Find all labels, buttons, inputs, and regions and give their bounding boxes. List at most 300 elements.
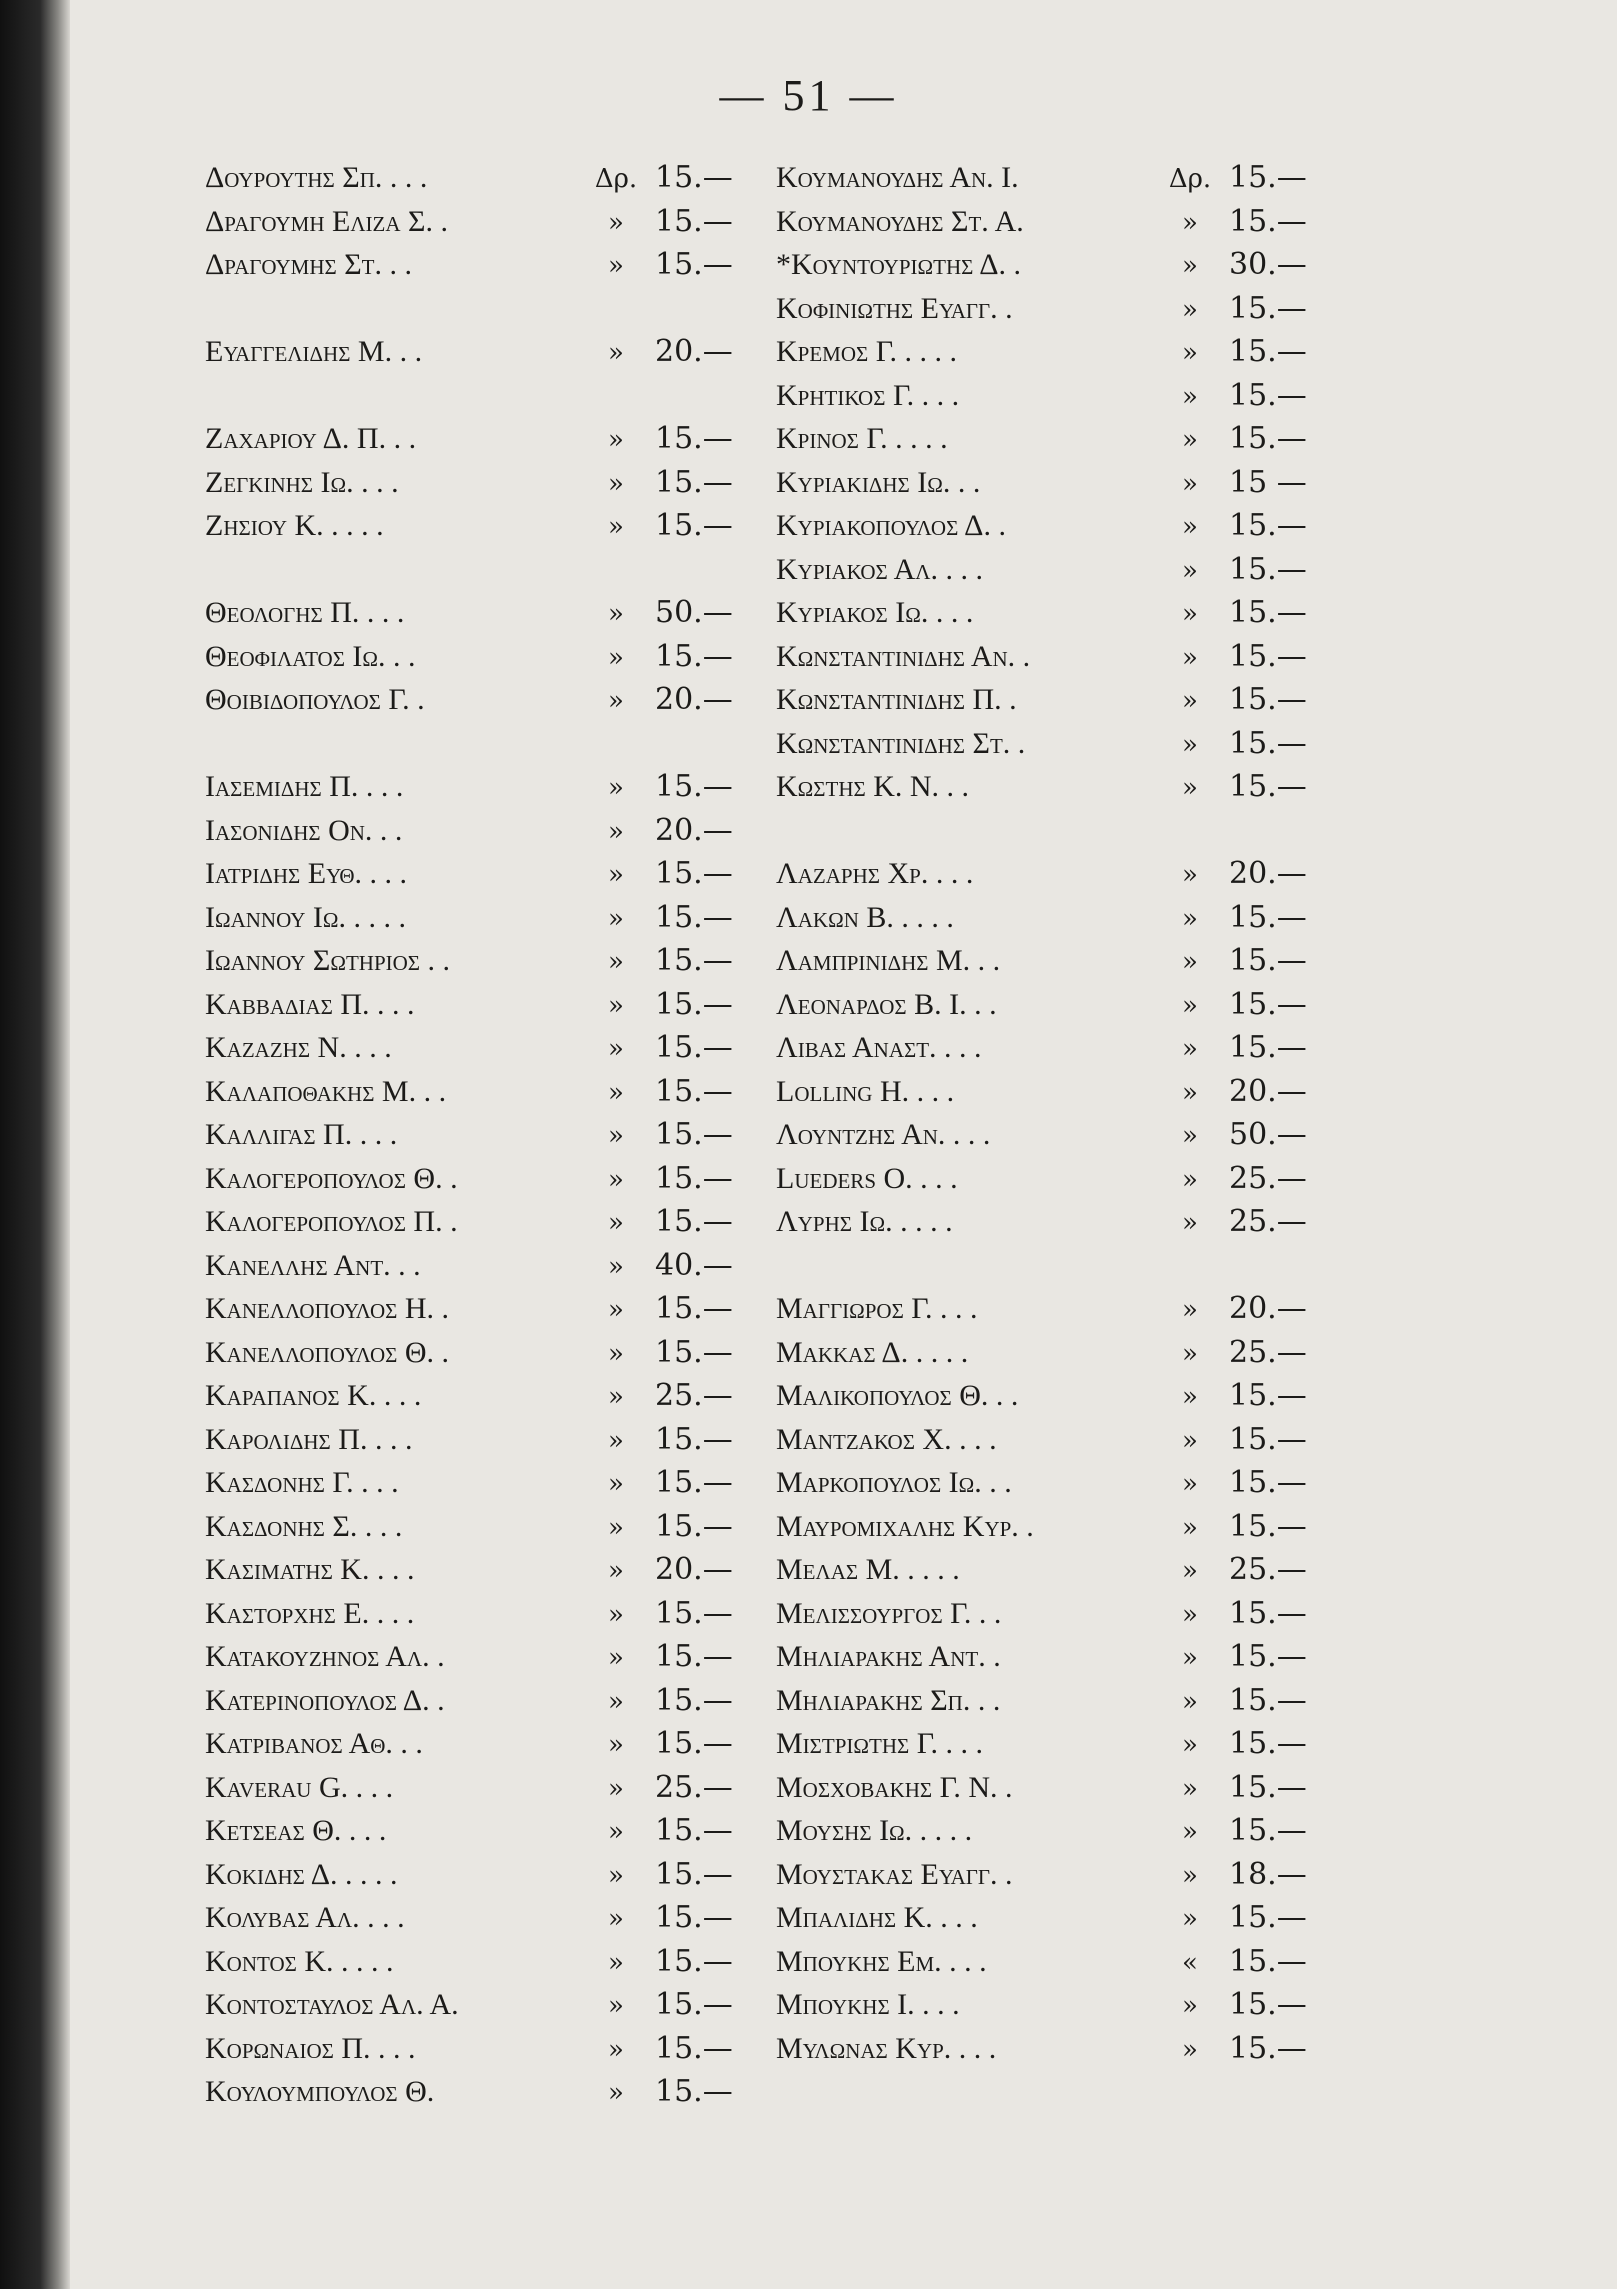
subscriber-row xyxy=(776,896,1324,940)
currency-mark: » xyxy=(1182,207,1198,238)
currency-mark: » xyxy=(608,1251,624,1282)
currency-mark: » xyxy=(608,1469,624,1499)
subscription-amount: 15.— xyxy=(655,1421,733,1457)
currency-mark: » xyxy=(608,1773,624,1804)
subscription-amount: 15.— xyxy=(655,986,733,1022)
subscriber-name: Λυρης Ιω. . . . . xyxy=(776,1205,953,1238)
subscriber-name: Κοκιδης Δ. . . . . xyxy=(205,1857,398,1891)
subscriber-row xyxy=(205,1679,750,1723)
subscription-amount: 25.— xyxy=(655,1378,733,1413)
currency-mark: » xyxy=(608,816,624,847)
subscriber-row xyxy=(776,2027,1324,2071)
subscriber-row xyxy=(205,1418,750,1462)
subscriber-name: Κρινος Γ. . . . . xyxy=(776,422,948,455)
subscription-amount: 20.— xyxy=(655,682,733,717)
subscriber-name: Κασδονης Γ. . . . xyxy=(205,1466,399,1499)
subscription-amount: 30.— xyxy=(1229,247,1307,282)
subscriber-row xyxy=(776,504,1324,548)
subscriber-row xyxy=(205,809,750,853)
subscriber-row xyxy=(776,852,1324,896)
subscription-amount: 15.— xyxy=(655,899,733,935)
subscriber-name: Κολυβας Αλ. . . . xyxy=(205,1901,405,1934)
subscriber-row xyxy=(205,1548,750,1592)
subscriber-name: Καρολιδης Π. . . . xyxy=(205,1422,413,1456)
subscription-amount: 15.— xyxy=(1229,1943,1307,1979)
subscriber-name: Ιατριδης Ευθ. . . . xyxy=(205,857,408,890)
subscriber-name: Κωνσταντινιδης Στ. . xyxy=(776,726,1026,760)
subscriber-row xyxy=(776,1635,1324,1679)
subscription-amount: 15.— xyxy=(1229,943,1307,978)
subscription-amount: 15.— xyxy=(655,1813,733,1848)
subscription-amount: 15.— xyxy=(655,464,733,500)
subscriber-name: Ευαγγελιδης Μ. . . xyxy=(205,335,423,368)
subscriber-name: Λουντζης Αν. . . . xyxy=(776,1118,991,1151)
subscriber-row xyxy=(776,1679,1324,1723)
currency-mark: » xyxy=(1182,1077,1198,1108)
currency-mark: » xyxy=(608,2034,624,2065)
subscriber-name: Κατερινοπουλος Δ. . xyxy=(205,1683,445,1717)
subscriber-row xyxy=(776,1505,1324,1549)
subscriber-row xyxy=(205,1635,750,1679)
subscription-amount: 50.— xyxy=(1229,1117,1307,1152)
currency-mark: » xyxy=(1182,1599,1198,1630)
subscription-amount: 15.— xyxy=(655,856,733,891)
subscriber-row xyxy=(776,1592,1324,1636)
subscription-amount: 25.— xyxy=(1229,1204,1307,1239)
subscriber-row xyxy=(776,983,1324,1027)
subscriber-row xyxy=(776,374,1324,418)
currency-mark: » xyxy=(608,338,624,368)
subscription-amount: 25.— xyxy=(1229,1334,1307,1370)
subscription-amount: 20.— xyxy=(655,1552,733,1587)
subscription-amount: 15.— xyxy=(655,1073,733,1109)
subscriber-row xyxy=(205,1809,750,1853)
subscriber-row xyxy=(776,243,1324,287)
subscriber-name: Κασιματης Κ. . . . xyxy=(205,1553,415,1586)
currency-mark: » xyxy=(608,860,624,890)
subscriber-row xyxy=(776,1418,1324,1462)
subscriber-row xyxy=(776,1287,1324,1331)
subscription-amount: 15.— xyxy=(1229,551,1307,587)
subscriber-row xyxy=(776,200,1324,244)
subscription-amount: 20.— xyxy=(1229,1291,1307,1326)
subscription-amount: 15.— xyxy=(655,1639,733,1674)
subscription-amount: 15.— xyxy=(655,247,733,282)
currency-mark: » xyxy=(608,686,624,716)
subscription-amount: 15.— xyxy=(1229,290,1307,326)
currency-mark: » xyxy=(608,1338,624,1369)
subscriber-name: Καραπανος Κ. . . . xyxy=(205,1379,422,1412)
subscriber-name: Λαμπρινιδης Μ. . . xyxy=(776,944,1001,977)
currency-mark: » xyxy=(1182,860,1198,890)
subscriber-name: Δουρουτης Σπ. . . . xyxy=(205,161,428,194)
currency-mark: Δρ. xyxy=(594,164,638,194)
subscription-amount: 15.— xyxy=(1229,1378,1307,1413)
subscriber-name: Καλλιγας Π. . . . xyxy=(205,1118,398,1151)
subscriber-name: Ιωαννου Ιω. . . . . xyxy=(205,900,406,934)
subscriber-name: Lolling H. . . . xyxy=(776,1074,955,1108)
subscriber-row xyxy=(205,765,750,809)
subscriber-row xyxy=(776,678,1324,722)
subscriber-row xyxy=(205,156,750,200)
subscription-amount: 15.— xyxy=(1229,334,1307,369)
subscription-amount: 15.— xyxy=(655,1117,733,1152)
subscriber-name: Καββαδιας Π. . . . xyxy=(205,987,415,1021)
subscription-amount: 15.— xyxy=(1229,1769,1307,1805)
blank-row xyxy=(776,1244,1324,1288)
currency-mark: » xyxy=(608,1643,624,1673)
subscription-amount: 15.— xyxy=(1229,1595,1307,1631)
subscription-amount: 15.— xyxy=(655,508,733,543)
subscription-amount: 15.— xyxy=(1229,682,1307,717)
subscription-amount: 15.— xyxy=(655,1726,733,1761)
book-spine-shadow xyxy=(0,0,70,2289)
currency-mark: » xyxy=(608,1164,624,1195)
subscriber-row xyxy=(205,1026,750,1070)
currency-mark: » xyxy=(1182,1556,1198,1586)
subscriber-row xyxy=(205,243,750,287)
currency-mark: » xyxy=(608,1034,624,1064)
subscriber-name: Κουμανουδης Αν. Ι. xyxy=(776,161,1019,194)
subscriber-name: Κασδονης Σ. . . . xyxy=(205,1509,403,1543)
subscriber-row xyxy=(205,461,750,505)
subscriber-name: Κρητικος Γ. . . . xyxy=(776,378,960,412)
currency-mark: » xyxy=(608,947,624,977)
currency-mark: » xyxy=(608,1556,624,1586)
subscriber-name: *Κουντουριωτης Δ. . xyxy=(776,248,1021,281)
subscription-amount: 15.— xyxy=(655,203,733,239)
subscription-amount: 15.— xyxy=(1229,508,1307,543)
subscription-amount: 15.— xyxy=(655,421,733,456)
subscriber-row xyxy=(205,330,750,374)
currency-mark: » xyxy=(608,1425,624,1456)
subscription-amount: 15.— xyxy=(1229,1726,1307,1761)
subscriber-name: Κουλουμπουλος Θ. xyxy=(205,2075,435,2108)
subscriber-name: Μαγγιωρος Γ. . . . xyxy=(776,1292,978,1325)
subscriber-row xyxy=(776,591,1324,635)
subscriber-row xyxy=(776,548,1324,592)
blank-row xyxy=(776,809,1324,853)
subscription-amount: 15.— xyxy=(655,1856,733,1892)
subscription-amount: 15.— xyxy=(655,2030,733,2066)
subscriber-name: Μπαλιδης Κ. . . . xyxy=(776,1901,978,1934)
subscriber-name: Ιασονιδης Ον. . . xyxy=(205,813,403,847)
subscriber-row xyxy=(205,1287,750,1331)
subscriber-name: Κρεμος Γ. . . . . xyxy=(776,335,957,368)
subscriber-row xyxy=(776,1722,1324,1766)
subscriber-row xyxy=(776,1461,1324,1505)
currency-mark: » xyxy=(1182,1382,1198,1412)
subscription-amount: 15.— xyxy=(1229,725,1307,761)
subscriber-row xyxy=(776,330,1324,374)
subscriber-name: Μηλιαρακης Σπ. . . xyxy=(776,1683,1001,1717)
subscriber-name: Μελας Μ. . . . . xyxy=(776,1553,960,1586)
currency-mark: » xyxy=(1182,773,1198,803)
subscriber-name: Λαζαρης Χρ. . . . xyxy=(776,857,974,890)
subscriber-row xyxy=(776,1940,1324,1984)
currency-mark: » xyxy=(608,773,624,803)
currency-mark: » xyxy=(608,990,624,1021)
subscriber-row xyxy=(776,1200,1324,1244)
currency-mark: » xyxy=(1182,468,1198,499)
currency-mark: » xyxy=(1182,1643,1198,1673)
subscriber-name: Δραγουμη Ελιζα Σ. . xyxy=(205,204,448,238)
subscriber-name: Θεοφιλατος Ιω. . . xyxy=(205,639,416,673)
subscription-amount: 15.— xyxy=(1229,1813,1307,1848)
subscription-amount: 15.— xyxy=(1229,1465,1307,1500)
subscriber-row xyxy=(205,417,750,461)
currency-mark: » xyxy=(1182,381,1198,412)
subscription-amount: 15.— xyxy=(655,1943,733,1979)
currency-mark: » xyxy=(1182,947,1198,977)
blank-row xyxy=(205,548,750,592)
currency-mark: » xyxy=(608,1208,624,1238)
subscriber-name: Κοντος Κ. . . . . xyxy=(205,1944,394,1978)
currency-mark: » xyxy=(1182,338,1198,368)
currency-mark: » xyxy=(1182,512,1198,542)
subscriber-name: Kaverau G. . . . xyxy=(205,1770,394,1804)
subscription-amount: 18.— xyxy=(1229,1856,1307,1892)
subscriber-row xyxy=(205,939,750,983)
subscriber-row xyxy=(205,1244,750,1288)
subscription-amount: 15.— xyxy=(655,769,733,804)
subscription-amount: 15.— xyxy=(655,1508,733,1544)
subscription-amount: 15.— xyxy=(1229,1987,1307,2022)
subscriber-name: Μπουκης Εμ. . . . xyxy=(776,1944,987,1978)
currency-mark: » xyxy=(1182,642,1198,673)
subscription-amount: 15.— xyxy=(655,1160,733,1196)
currency-mark: » xyxy=(1182,1904,1198,1934)
subscriber-name: Μιστριωτης Γ. . . . xyxy=(776,1727,983,1760)
subscriber-name: Καζαζης Ν. . . . xyxy=(205,1031,392,1064)
subscription-amount: 50.— xyxy=(655,595,733,630)
subscriber-name: Καλογεροπουλος Π. . xyxy=(205,1205,458,1238)
blank-row xyxy=(205,287,750,331)
currency-mark: » xyxy=(608,207,624,238)
subscriber-name: Μαντζακος Χ. . . . xyxy=(776,1422,997,1456)
subscriber-row xyxy=(776,1766,1324,1810)
left-column xyxy=(205,156,750,2114)
subscription-amount: 15.— xyxy=(1229,1030,1307,1065)
subscriber-row xyxy=(776,1157,1324,1201)
subscriber-row xyxy=(776,417,1324,461)
subscriber-row xyxy=(776,1331,1324,1375)
currency-mark: » xyxy=(1182,1034,1198,1064)
subscriber-name: Λακων Β. . . . . xyxy=(776,900,954,934)
subscriber-name: Θοιβιδοπουλος Γ. . xyxy=(205,683,425,716)
currency-mark: » xyxy=(1182,903,1198,934)
subscriber-row xyxy=(205,200,750,244)
subscriber-row xyxy=(205,1374,750,1418)
subscriber-row xyxy=(205,1070,750,1114)
subscriber-row xyxy=(776,1548,1324,1592)
subscription-amount: 15.— xyxy=(1229,986,1307,1022)
subscription-amount: 15.— xyxy=(1229,160,1307,195)
subscription-amount: 15.— xyxy=(655,2074,733,2109)
subscriber-row xyxy=(205,852,750,896)
subscriber-name: Μακκας Δ. . . . . xyxy=(776,1335,969,1369)
subscriber-row xyxy=(205,1200,750,1244)
subscriber-row xyxy=(205,983,750,1027)
subscription-amount: 15.— xyxy=(1229,899,1307,935)
currency-mark: » xyxy=(608,1991,624,2021)
subscriber-name: Κορωναιος Π. . . . xyxy=(205,2031,416,2065)
subscriber-name: Δραγουμης Στ. . . xyxy=(205,248,413,281)
subscriber-name: Ιωαννου Σωτηριος . . xyxy=(205,944,450,977)
subscriber-row xyxy=(205,1940,750,1984)
currency-mark: » xyxy=(608,512,624,542)
subscriber-name: Μοσχοβακης Γ. Ν. . xyxy=(776,1770,1013,1804)
subscription-amount: 15.— xyxy=(655,1465,733,1500)
currency-mark: » xyxy=(608,1077,624,1108)
subscriber-name: Lueders O. . . . xyxy=(776,1161,958,1195)
currency-mark: » xyxy=(608,1947,624,1978)
subscription-amount: 15.— xyxy=(1229,377,1307,413)
subscriber-name: Κουμανουδης Στ. Α. xyxy=(776,204,1024,238)
currency-mark: » xyxy=(1182,1469,1198,1499)
subscriber-name: Λεοναρδος Β. Ι. . . xyxy=(776,987,997,1021)
subscriber-name: Ζαχαριου Δ. Π. . . xyxy=(205,422,417,455)
subscriber-row xyxy=(776,1374,1324,1418)
subscriber-row xyxy=(205,678,750,722)
subscriber-name: Μπουκης Ι. . . . xyxy=(776,1988,960,2021)
page-number: — 51 — xyxy=(719,71,898,120)
subscription-amount: 15.— xyxy=(655,1334,733,1370)
subscription-amount: 15.— xyxy=(655,1682,733,1718)
subscriber-row xyxy=(205,2027,750,2071)
subscriber-row xyxy=(776,461,1324,505)
subscriber-name: Μουσης Ιω. . . . . xyxy=(776,1814,973,1847)
subscriber-name: Κατριβανος Αθ. . . xyxy=(205,1727,423,1760)
subscriber-row xyxy=(776,1896,1324,1940)
subscription-amount: 20.— xyxy=(655,334,733,369)
currency-mark: » xyxy=(608,1121,624,1151)
subscription-amount: 20.— xyxy=(655,812,733,848)
subscriber-name: Μαυρομιχαλης Κυρ. . xyxy=(776,1509,1034,1543)
subscription-amount: 15.— xyxy=(655,638,733,674)
currency-mark: » xyxy=(1182,251,1198,281)
subscriber-name: Κωστης Κ. Ν. . . xyxy=(776,770,970,803)
subscription-amount: 25.— xyxy=(1229,1160,1307,1196)
subscriber-name: Κυριακοπουλος Δ. . xyxy=(776,509,1006,542)
subscriber-name: Κανελλοπουλος Θ. . xyxy=(205,1335,450,1369)
currency-mark: » xyxy=(608,1512,624,1543)
currency-mark: » xyxy=(1182,425,1198,455)
subscriber-name: Κετσεας Θ. . . . xyxy=(205,1814,387,1847)
currency-mark: » xyxy=(1182,599,1198,629)
currency-mark: » xyxy=(1182,1860,1198,1891)
currency-mark: » xyxy=(608,903,624,934)
subscription-amount: 15.— xyxy=(655,1291,733,1326)
subscriber-name: Κωνσταντινιδης Αν. . xyxy=(776,639,1031,673)
currency-mark: « xyxy=(1182,1947,1198,1978)
subscriber-row xyxy=(776,156,1324,200)
subscriber-row xyxy=(776,287,1324,331)
currency-mark: » xyxy=(608,251,624,281)
subscription-amount: 20.— xyxy=(1229,1073,1307,1109)
subscriber-name: Θεολογης Π. . . . xyxy=(205,596,405,629)
subscriber-row xyxy=(205,635,750,679)
subscription-amount: 15.— xyxy=(655,160,733,195)
subscriber-name: Καλογεροπουλος Θ. . xyxy=(205,1161,458,1195)
subscriber-name: Μαρκοπουλος Ιω. . . xyxy=(776,1466,1012,1499)
currency-mark: » xyxy=(1182,1773,1198,1804)
subscriber-name: Μυλωνας Κυρ. . . . xyxy=(776,2031,997,2065)
subscriber-name: Ζησιου Κ. . . . . xyxy=(205,509,384,542)
subscription-amount: 25.— xyxy=(655,1769,733,1805)
currency-mark: » xyxy=(608,1730,624,1760)
currency-mark: » xyxy=(1182,1208,1198,1238)
subscriber-name: Μαλικοπουλος Θ. . . xyxy=(776,1379,1019,1412)
subscription-amount: 15.— xyxy=(655,1987,733,2022)
currency-mark: » xyxy=(1182,686,1198,716)
subscriber-row xyxy=(205,2070,750,2114)
subscription-amount: 15.— xyxy=(1229,1900,1307,1935)
subscriber-row xyxy=(776,1026,1324,1070)
subscriber-row xyxy=(205,1461,750,1505)
subscriber-name: Λιβας Αναστ. . . . xyxy=(776,1031,982,1064)
subscriber-name: Καστορχης Ε. . . . xyxy=(205,1596,415,1630)
currency-mark: » xyxy=(1182,294,1198,325)
subscriber-row xyxy=(205,1722,750,1766)
subscriber-row xyxy=(205,1853,750,1897)
subscription-amount: 15.— xyxy=(1229,595,1307,630)
subscription-amount: 15.— xyxy=(655,1030,733,1065)
currency-mark: » xyxy=(608,468,624,499)
subscriber-row xyxy=(205,1157,750,1201)
currency-mark: » xyxy=(608,1295,624,1325)
subscription-amount: 15.— xyxy=(1229,2030,1307,2066)
subscription-amount: 15.— xyxy=(655,1204,733,1239)
currency-mark: » xyxy=(1182,1991,1198,2021)
subscription-amount: 15.— xyxy=(1229,769,1307,804)
subscriber-row xyxy=(205,1766,750,1810)
subscriber-name: Κατακουζηνος Αλ. . xyxy=(205,1640,445,1673)
subscription-amount: 15.— xyxy=(1229,1682,1307,1718)
subscriber-row xyxy=(776,635,1324,679)
currency-mark: » xyxy=(608,1860,624,1891)
subscriber-row xyxy=(776,939,1324,983)
currency-mark: » xyxy=(1182,1686,1198,1717)
subscriber-row xyxy=(776,1070,1324,1114)
subscriber-name: Καλαποθακης Μ. . . xyxy=(205,1074,447,1108)
currency-mark: » xyxy=(1182,2034,1198,2065)
subscription-amount: 15 — xyxy=(1229,464,1307,500)
subscriber-row xyxy=(205,1896,750,1940)
subscription-amount: 15.— xyxy=(655,943,733,978)
subscriber-row xyxy=(205,1331,750,1375)
subscriber-name: Μουστακας Ευαγγ. . xyxy=(776,1857,1013,1891)
currency-mark: » xyxy=(1182,1338,1198,1369)
blank-row xyxy=(205,722,750,766)
subscriber-row xyxy=(205,1113,750,1157)
subscriber-row xyxy=(205,1983,750,2027)
subscriber-name: Μηλιαρακης Αντ. . xyxy=(776,1640,1001,1673)
currency-mark: » xyxy=(1182,1425,1198,1456)
currency-mark: » xyxy=(1182,1164,1198,1195)
subscription-amount: 15.— xyxy=(1229,203,1307,239)
subscriber-row xyxy=(776,1853,1324,1897)
subscriber-name: Μελισσουργος Γ. . . xyxy=(776,1596,1002,1630)
subscription-amount: 25.— xyxy=(1229,1552,1307,1587)
currency-mark: » xyxy=(1182,990,1198,1021)
currency-mark: » xyxy=(608,1382,624,1412)
subscriber-row xyxy=(776,1113,1324,1157)
subscriber-name: Κυριακος Αλ. . . . xyxy=(776,552,984,586)
currency-mark: » xyxy=(1182,1295,1198,1325)
subscriber-name: Κυριακιδης Ιω. . . xyxy=(776,465,981,499)
subscriber-row xyxy=(205,504,750,548)
